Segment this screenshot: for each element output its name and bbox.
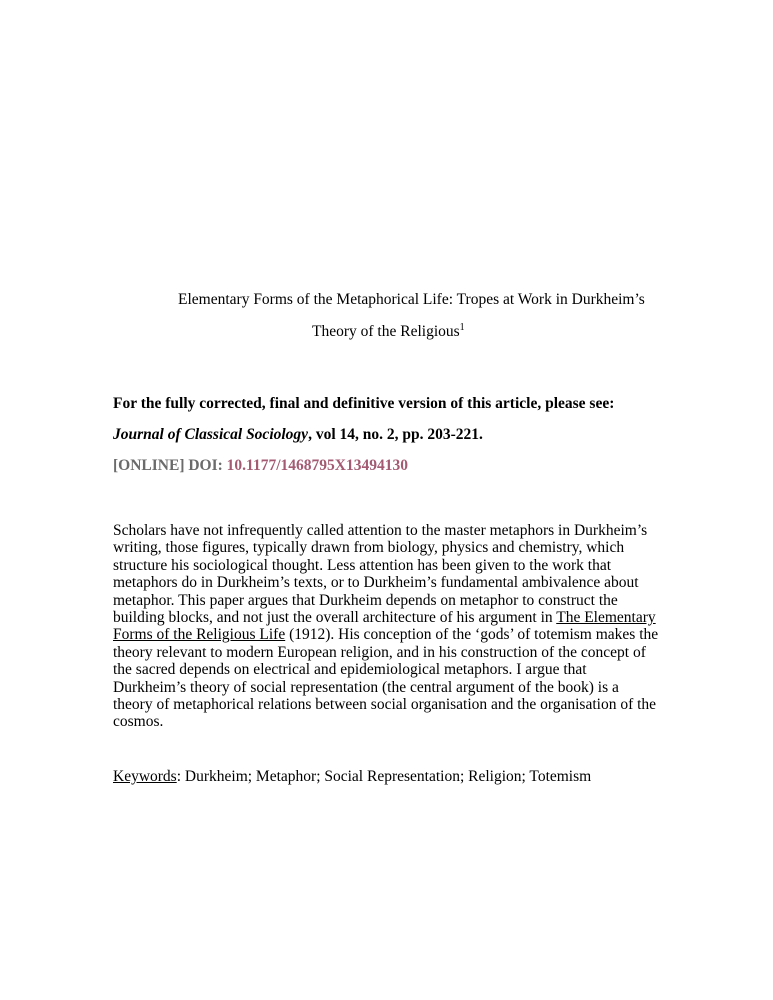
keywords-values: : Durkheim; Metaphor; Social Representation; Religion; Totemism	[176, 768, 592, 785]
doi-line	[113, 456, 408, 476]
doi-link[interactable]: 10.1177/1468795X13494130	[226, 457, 408, 474]
doi-label: [ONLINE] DOI:	[113, 457, 227, 474]
version-notice: For the fully corrected, final and definitive version of this article, please see:	[113, 395, 615, 412]
abstract	[113, 522, 661, 731]
title-line-1	[0, 290, 773, 310]
abstract-part-1: Scholars have not infrequently called attention to the master metaphors in Durkheim’s writing, those figures, typically drawn from biology, physics and chemistry, which structure his sociological thought. Less attention has been given to the work that metaphors do in Durkheim’s texts, or to Durkheim’s fundamental ambivalence about metaphor. This paper argues that Durkheim depends on metaphor to construct the building blocks, and not just the overall architecture of his argument in	[113, 522, 648, 627]
book-title: The Elementary Forms of the Religious Life	[113, 609, 656, 644]
citation-details: , vol 14, no. 2, pp. 203-221.	[308, 426, 483, 443]
journal-name: Journal of Classical Sociology	[113, 426, 309, 443]
keywords-label: Keywords	[113, 768, 177, 785]
title-text-2: Theory of the Religious	[312, 323, 460, 340]
footnote-marker[interactable]: 1	[459, 322, 465, 333]
citation	[113, 425, 483, 445]
keywords	[113, 767, 591, 787]
title-line-2	[312, 322, 465, 342]
abstract-part-2: (1912). His conception of the ‘gods’ of totemism makes the theory relevant to modern European religion, and in his construction of the concept of the sacred depends on electrical and epidemiological metaphors. I argue that Durkheim’s theory of social representation (the central argument of the book) is a theory of metaphorical relations between social organisation and the organisation of the cosmos.	[113, 626, 659, 731]
title-text-1: Elementary Forms of the Metaphorical Life: Tropes at Work in Durkheim’s	[178, 291, 645, 308]
